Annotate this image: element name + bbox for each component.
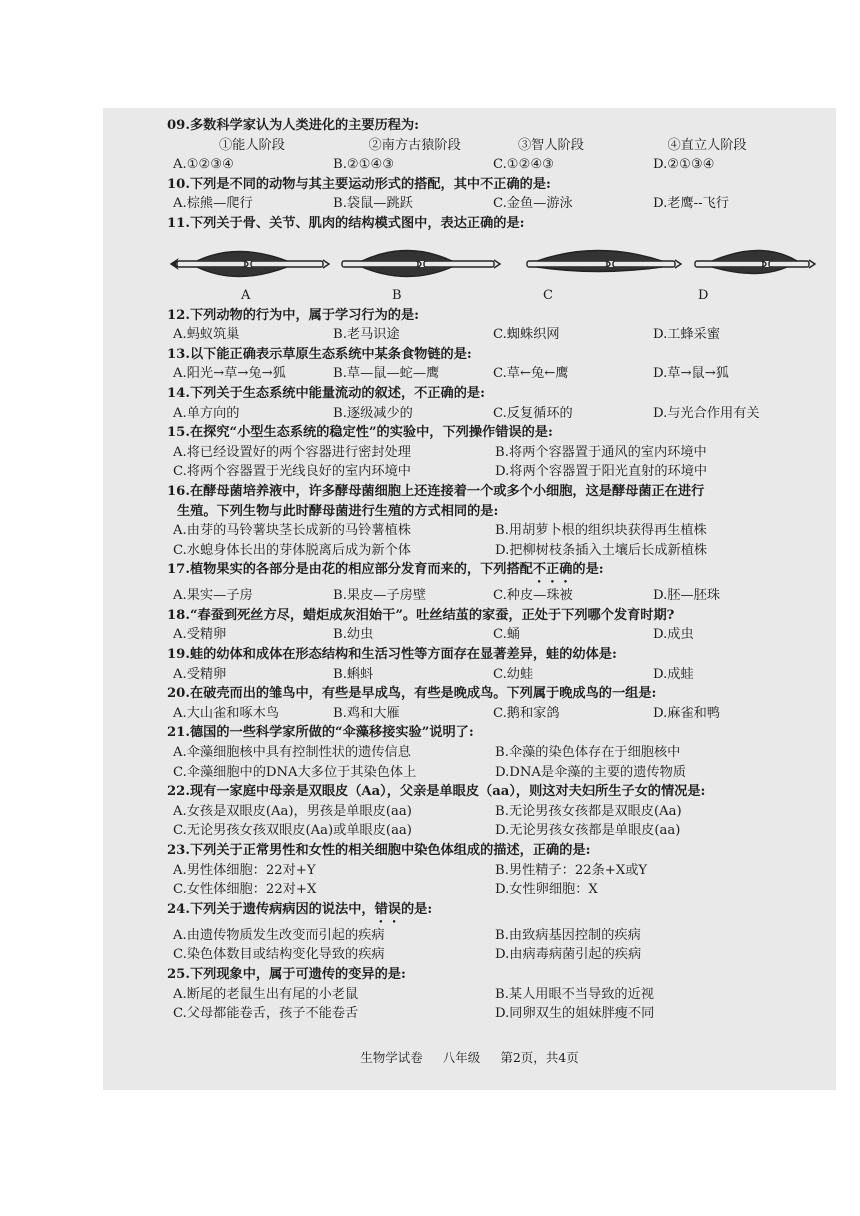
question-15-options-ab	[167, 443, 817, 463]
option-d: D.成虫	[653, 627, 694, 643]
option-b: B.由致病基因控制的疾病	[495, 927, 641, 943]
question-22-options-ab	[167, 802, 817, 822]
exam-page	[103, 108, 836, 1090]
item: ③智人阶段	[518, 137, 584, 153]
option-a: A.受精卵	[173, 666, 227, 682]
option-a: A.受精卵	[173, 627, 227, 643]
question-9-stem: 09.多数科学家认为人类进化的主要历程为:	[167, 118, 419, 133]
option-b: B.②①④③	[333, 157, 395, 173]
option-a: A.伞藻细胞核中具有控制性状的遗传信息	[173, 745, 411, 761]
option-c: C.无论男孩女孩双眼皮(Aa)或单眼皮(aa)	[173, 823, 412, 839]
question-12-options	[167, 325, 817, 345]
stem-end: 的是:	[400, 901, 433, 917]
question-19-stem: 19.蛙的幼体和成体在形态结构和生活习性等方面存在显著差异，蛙的幼体是:	[167, 647, 617, 663]
stem-emphasis: 不正确	[532, 562, 573, 578]
question-13-stem: 13.以下能正确表示草原生态系统中某条食物链的是:	[167, 346, 472, 362]
option-c: C.女性体细胞：22对+X	[173, 882, 317, 898]
option-d: D.把柳树枝条插入土壤后长成新植株	[495, 542, 708, 558]
footer-page-number: 第2页，共4页	[500, 1050, 579, 1065]
option-c: C.反复循环的	[493, 405, 573, 421]
option-a: A.将已经设置好的两个容器进行密封处理	[173, 444, 411, 460]
option-b: B.伞藻的染色体存在于细胞核中	[495, 745, 681, 761]
option-c: C.幼蛙	[493, 666, 534, 682]
option-a: A.棕熊—爬行	[173, 196, 253, 212]
item: ④直立人阶段	[667, 137, 747, 153]
question-23-options-cd	[167, 880, 817, 900]
option-b: B.草—鼠—蛇—鹰	[333, 366, 440, 382]
question-24-options-cd	[167, 945, 817, 965]
option-c: C.草←兔←鹰	[493, 366, 569, 382]
question-16-options-cd	[167, 541, 817, 561]
option-d: D.女性卵细胞：X	[495, 882, 598, 898]
item: ②南方古猿阶段	[368, 137, 461, 153]
option-b: B.鸡和大雁	[333, 705, 400, 721]
option-a: A.女孩是双眼皮(Aa)，男孩是单眼皮(aa)	[173, 803, 412, 819]
diagram-b	[342, 250, 500, 276]
question-15-stem: 15.在探究“小型生态系统的稳定性”的实验中，下列操作错误的是:	[167, 425, 553, 441]
question-25-options-ab	[167, 985, 817, 1005]
option-a: A.男性体细胞：22对+Y	[173, 862, 316, 878]
option-a: A.蚂蚁筑巢	[173, 327, 240, 343]
option-b: B.袋鼠—跳跃	[333, 196, 413, 212]
option-d: D.麻雀和鸭	[653, 705, 721, 721]
option-b: B.无论男孩女孩都是双眼皮(Aa)	[495, 803, 682, 819]
option-d: D.成蛙	[653, 666, 694, 682]
option-d: D.DNA是伞藻的主要的遗传物质	[495, 764, 686, 780]
diagram-a	[171, 251, 329, 276]
option-d: D.与光合作用有关	[653, 405, 760, 421]
option-a: A.由芽的马铃薯块茎长成新的马铃薯植株	[173, 523, 411, 539]
option-c: C.伞藻细胞中的DNA大多位于其染色体上	[173, 764, 417, 780]
page-footer	[103, 1048, 836, 1066]
diagram-labels	[167, 286, 817, 306]
option-b: B.蝌蚪	[333, 666, 374, 682]
question-18-stem: 18.“春蚕到死丝方尽，蜡炬成灰泪始干”。吐丝结茧的家蚕，正处于下列哪个发育时期?	[167, 607, 675, 623]
option-c: C.种皮—珠被	[493, 588, 573, 604]
question-14-stem: 14.下列关于生态系统中能量流动的叙述，不正确的是:	[167, 385, 485, 401]
option-a: A.单方向的	[173, 405, 240, 421]
option-b: B.某人用眼不当导致的近视	[495, 986, 654, 1002]
question-18-options	[167, 625, 817, 645]
option-a: A.断尾的老鼠生出有尾的小老鼠	[173, 986, 359, 1002]
question-24-stem	[167, 900, 817, 926]
stem-text: 17.植物果实的各部分是由花的相应部分发育而来的，下列搭配	[167, 562, 533, 578]
option-a: A.由遗传物质发生改变而引起的疾病	[173, 927, 385, 943]
question-23-options-ab	[167, 861, 817, 881]
option-b: B.将两个容器置于通风的室内环境中	[495, 444, 707, 460]
question-list	[167, 116, 817, 1024]
question-16-stem-continued: 生殖。下列生物与此时酵母菌进行生殖的方式相同的是:	[177, 503, 499, 519]
option-c: C.水螅身体长出的芽体脱离后成为新个体	[173, 542, 411, 558]
question-22-options-cd	[167, 821, 817, 841]
diagram-label-a: A	[241, 287, 251, 303]
option-a: A.阳光→草→兔→狐	[173, 366, 286, 382]
question-9-options	[167, 155, 817, 175]
question-10-options	[167, 194, 817, 214]
option-a: A.①②③④	[173, 157, 235, 173]
question-9-items	[167, 136, 817, 156]
option-d: D.草→鼠→狐	[653, 366, 729, 382]
question-17-options	[167, 586, 817, 606]
question-14-options	[167, 404, 817, 424]
option-d: D.工蜂采蜜	[653, 327, 721, 343]
option-d: D.②①③④	[653, 157, 715, 173]
question-22-stem: 22.现有一家庭中母亲是双眼皮（Aa），父亲是单眼皮（aa），则这对夫妇所生子女的情况是:	[167, 784, 706, 800]
option-b: B.用胡萝卜根的组织块获得再生植株	[495, 523, 707, 539]
option-b: B.幼虫	[333, 627, 374, 643]
option-d: D.胚—胚珠	[653, 588, 721, 604]
option-c: C.将两个容器置于光线良好的室内环境中	[173, 464, 411, 480]
option-c: C.金鱼—游泳	[493, 196, 573, 212]
question-21-options-cd	[167, 763, 817, 783]
option-d: D.同卵双生的姐妹胖瘦不同	[495, 1006, 655, 1022]
diagram-label-d: D	[698, 287, 709, 303]
bone-muscle-figure	[167, 234, 817, 286]
diagram-c	[527, 250, 681, 271]
question-16-options-ab	[167, 521, 817, 541]
diagram-label-c: C	[543, 287, 553, 303]
option-d: D.无论男孩女孩都是单眼皮(aa)	[495, 823, 681, 839]
footer-grade: 八年级	[442, 1050, 481, 1065]
question-25-stem: 25.下列现象中，属于可遗传的变异的是:	[167, 966, 406, 982]
question-20-options	[167, 704, 817, 724]
option-d: D.将两个容器置于阳光直射的环境中	[495, 464, 708, 480]
question-21-stem: 21.德国的一些科学家所做的“伞藻移接实验”说明了:	[167, 725, 474, 741]
stem-end: 的是:	[572, 562, 604, 578]
option-c: C.染色体数目或结构变化导致的疾病	[173, 947, 385, 963]
option-c: C.鹅和家鸽	[493, 705, 560, 721]
question-10-stem: 10.下列是不同的动物与其主要运动形式的搭配，其中不正确的是:	[167, 176, 551, 192]
stem-text: 24.下列关于遗传病病因的说法中，	[167, 901, 375, 917]
stem-emphasis: 错误	[374, 901, 401, 917]
footer-subject: 生物学试卷	[360, 1050, 423, 1065]
option-a: A.大山雀和啄木鸟	[173, 705, 280, 721]
question-23-stem: 23.下列关于正常男性和女性的相关细胞中染色体组成的描述，正确的是:	[167, 843, 591, 858]
question-15-options-cd	[167, 462, 817, 482]
question-11-stem: 11.下列关于骨、关节、肌肉的结构模式图中，表达正确的是:	[167, 215, 525, 231]
question-12-stem: 12.下列动物的行为中，属于学习行为的是:	[167, 307, 419, 323]
question-16-stem: 16.在酵母菌培养液中，许多酵母菌细胞上还连接着一个或多个小细胞，这是酵母菌正在进行	[167, 483, 705, 499]
option-c: C.①②④③	[493, 157, 555, 173]
bone-joint-muscle-diagrams	[167, 234, 817, 286]
question-20-stem: 20.在破壳而出的雏鸟中，有些是早成鸟，有些是晚成鸟。下列属于晚成鸟的一组是:	[167, 686, 657, 702]
diagram-label-b: B	[392, 287, 402, 303]
question-17-stem	[167, 560, 817, 586]
option-c: C.蛹	[493, 627, 520, 643]
option-b: B.果皮—子房壁	[333, 588, 427, 604]
option-d: D.老鹰--飞行	[653, 196, 729, 212]
question-19-options	[167, 665, 817, 685]
option-c: C.蜘蛛织网	[493, 327, 560, 343]
question-25-options-cd	[167, 1004, 817, 1024]
option-b: B.老马识途	[333, 327, 400, 343]
question-13-options	[167, 364, 817, 384]
option-b: B.逐级减少的	[333, 405, 413, 421]
question-21-options-ab	[167, 743, 817, 763]
item: ①能人阶段	[219, 137, 285, 153]
option-c: C.父母都能卷舌，孩子不能卷舌	[173, 1006, 359, 1022]
option-d: D.由病毒病菌引起的疾病	[495, 947, 642, 963]
option-a: A.果实—子房	[173, 588, 253, 604]
diagram-d	[695, 250, 815, 273]
option-b: B.男性精子：22条+X或Y	[495, 862, 648, 878]
question-24-options-ab	[167, 926, 817, 946]
